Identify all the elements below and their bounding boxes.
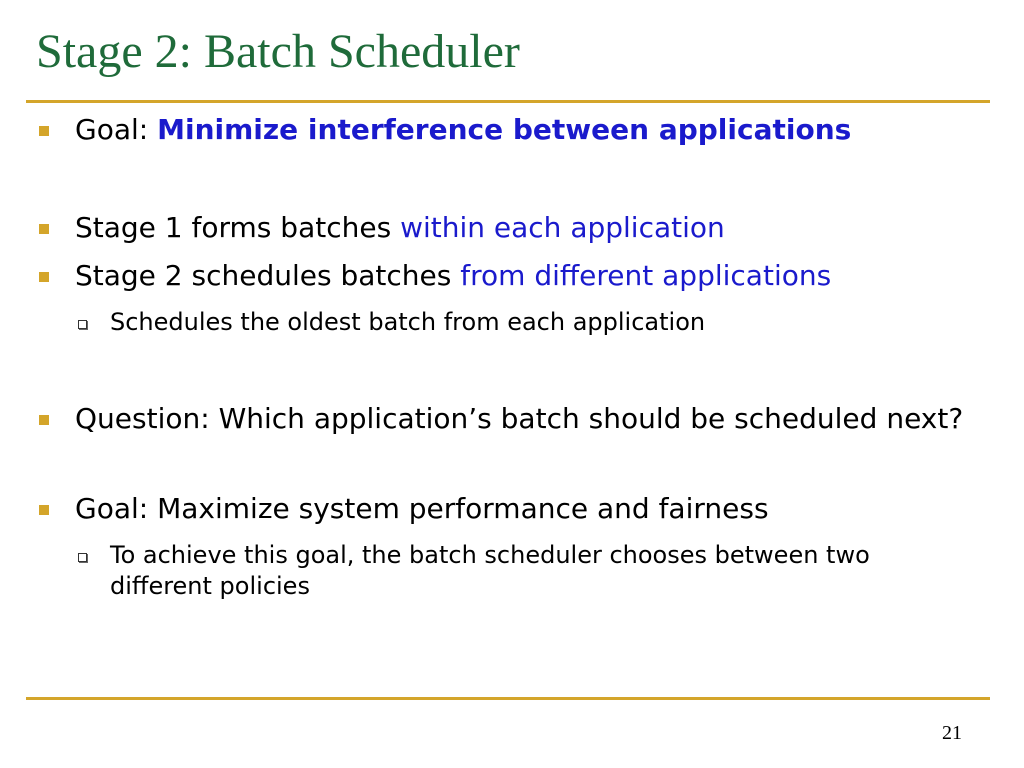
bullet-text: Stage 2 schedules batches — [75, 259, 461, 292]
sub-bullet-text: Schedules the oldest batch from each application — [110, 308, 706, 336]
bullet-text: Stage 1 forms batches — [75, 211, 401, 244]
bullet-highlight: within each application — [400, 211, 725, 244]
sub-bullet-text: To achieve this goal, the batch scheduler chooses between two different policies — [110, 541, 870, 600]
square-bullet-icon — [39, 415, 49, 425]
square-bullet-icon — [39, 224, 49, 234]
bullet-stage-1 — [75, 210, 975, 246]
square-bullet-icon — [39, 272, 49, 282]
sub-bullet-oldest-batch — [110, 307, 970, 338]
bullet-question — [75, 401, 975, 437]
bullet-goal-2 — [75, 491, 975, 527]
bullet-text: Goal: — [75, 113, 158, 146]
hollow-square-bullet-icon — [78, 553, 87, 562]
page-number: 21 — [942, 722, 962, 744]
square-bullet-icon — [39, 126, 49, 136]
bullet-goal-1 — [75, 112, 975, 148]
bullet-highlight: from different applications — [460, 259, 832, 292]
bullet-highlight: Minimize interference between applications — [157, 113, 852, 146]
hollow-square-bullet-icon — [78, 320, 87, 329]
sub-bullet-policies — [110, 540, 970, 601]
bullet-text: Question: Which application’s batch should be scheduled next? — [75, 402, 964, 435]
slide-title: Stage 2: Batch Scheduler — [36, 25, 520, 78]
footer-divider — [26, 697, 990, 700]
bullet-stage-2 — [75, 258, 975, 294]
bullet-text: Goal: Maximize system performance and fairness — [75, 492, 769, 525]
square-bullet-icon — [39, 505, 49, 515]
